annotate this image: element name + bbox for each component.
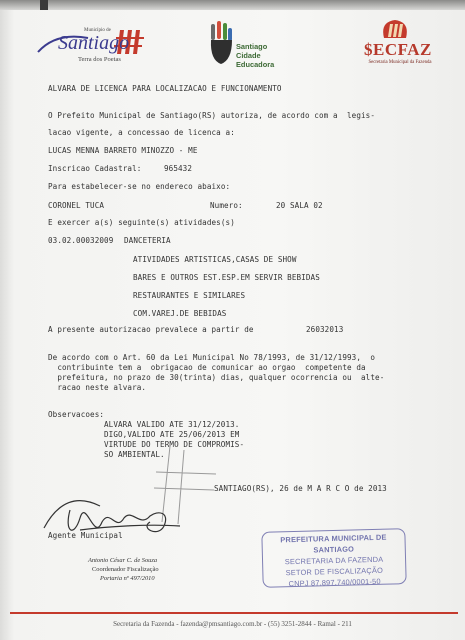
logo-tagline: Terra dos Poetas xyxy=(78,56,121,63)
santiago-logo xyxy=(36,26,151,66)
stamp-line: SECRETARIA DA FAZENDA xyxy=(284,554,384,567)
endereco-label: Para estabelecer-se no endereco abaixo: xyxy=(48,182,231,191)
observacao-line: VIRTUDE DO TERMO DE COMPROMIS- xyxy=(104,440,245,449)
law-text-line: contribuinte tem a obrigacao de comunicar ao orgao competente da xyxy=(48,363,366,372)
signer-role: Coordenador Fiscalização xyxy=(92,566,159,573)
stamp-line: SETOR DE FISCALIZAÇÃO xyxy=(285,565,384,578)
law-text-line: prefeitura, no prazo de 30(trinta) dias, qualquer ocorrencia ou alte- xyxy=(48,373,385,382)
activity-item: RESTAURANTES E SIMILARES xyxy=(133,291,246,300)
numero-label: Numero: xyxy=(210,201,243,210)
inscricao-value: 965432 xyxy=(164,164,193,173)
observacoes-label: Observacoes: xyxy=(48,410,105,419)
law-text-line: racao neste alvara. xyxy=(48,383,147,392)
prefeitura-stamp xyxy=(261,528,406,588)
observacao-line: ALVARA VALIDO ATE 31/12/2013. xyxy=(104,420,240,429)
logo-cidade-line1: Santiago xyxy=(236,42,268,51)
activity-item: ATIVIDADES ARTISTICAS,CASAS DE SHOW xyxy=(133,255,297,264)
logo-secfaz-text: $ECFAZ xyxy=(364,40,432,59)
intro-line-2: lacao vigente, a concessao de licenca a: xyxy=(48,128,235,137)
logo-cidade-line2: Cidade Educadora xyxy=(236,51,275,69)
intro-line-1: O Prefeito Municipal de Santiago(RS) autoriza, de acordo com a legis- xyxy=(48,111,376,120)
street-value: CORONEL TUCA xyxy=(48,201,105,210)
observacao-line: DIGO,VALIDO ATE 25/06/2013 EM xyxy=(104,430,240,439)
logo-secfaz-subtitle: Secretaria Municipal da Fazenda xyxy=(368,60,432,65)
signer-name: Antonio César C. de Souza xyxy=(88,557,158,564)
document-title: ALVARA DE LICENCA PARA LOCALIZACAO E FUNCIONAMENTO xyxy=(48,84,282,93)
activity-item: BARES E OUTROS EST.ESP.EM SERVIR BEBIDAS xyxy=(133,273,320,282)
prevalece-date: 26032013 xyxy=(306,325,344,334)
binder-clip xyxy=(40,0,48,10)
activity-code: 03.02.00032009 xyxy=(48,236,114,245)
secfaz-emblem-icon xyxy=(380,18,410,40)
observacao-line: SO AMBIENTAL. xyxy=(104,450,165,459)
logo-small-text: Município de xyxy=(84,28,111,33)
atividades-label: E exercer a(s) seguinte(s) atividades(s) xyxy=(48,218,235,227)
activity-main: DANCETERIA xyxy=(124,236,171,245)
licensee-name: LUCAS MENNA BARRETO MINOZZO - ME xyxy=(48,146,198,155)
activity-item: COM.VAREJ.DE BEBIDAS xyxy=(133,309,227,318)
scan-edge xyxy=(0,0,465,10)
secfaz-logo xyxy=(360,18,435,74)
footer-divider xyxy=(10,612,458,614)
numero-value: 20 SALA 02 xyxy=(276,201,323,210)
inscricao-label: Inscricao Cadastral: xyxy=(48,164,142,173)
cidade-educadora-logo xyxy=(200,20,290,70)
handprint-icon xyxy=(208,20,234,66)
signer-portaria: Portaria nº 497/2010 xyxy=(100,575,155,582)
stamp-line: CNPJ 87.897.740/0001-50 xyxy=(288,576,381,589)
law-text-line: De acordo com o Art. 60 da Lei Municipal No 78/1993, de 31/12/1993, o xyxy=(48,353,376,362)
place-date: SANTIAGO(RS), 26 de M A R C O de 2013 xyxy=(214,484,387,493)
prevalece-label: A presente autorizacao prevalece a partir de xyxy=(48,325,254,334)
footer-text: Secretaria da Fazenda - fazenda@pmsantiago.com.br - (55) 3251-2844 - Ramal - 211 xyxy=(113,620,352,628)
agent-label: Agente Municipal xyxy=(48,531,123,540)
logo-santiago-text: Santiago xyxy=(58,32,130,54)
stamp-line: PREFEITURA MUNICIPAL DE SANTIAGO xyxy=(280,532,387,555)
